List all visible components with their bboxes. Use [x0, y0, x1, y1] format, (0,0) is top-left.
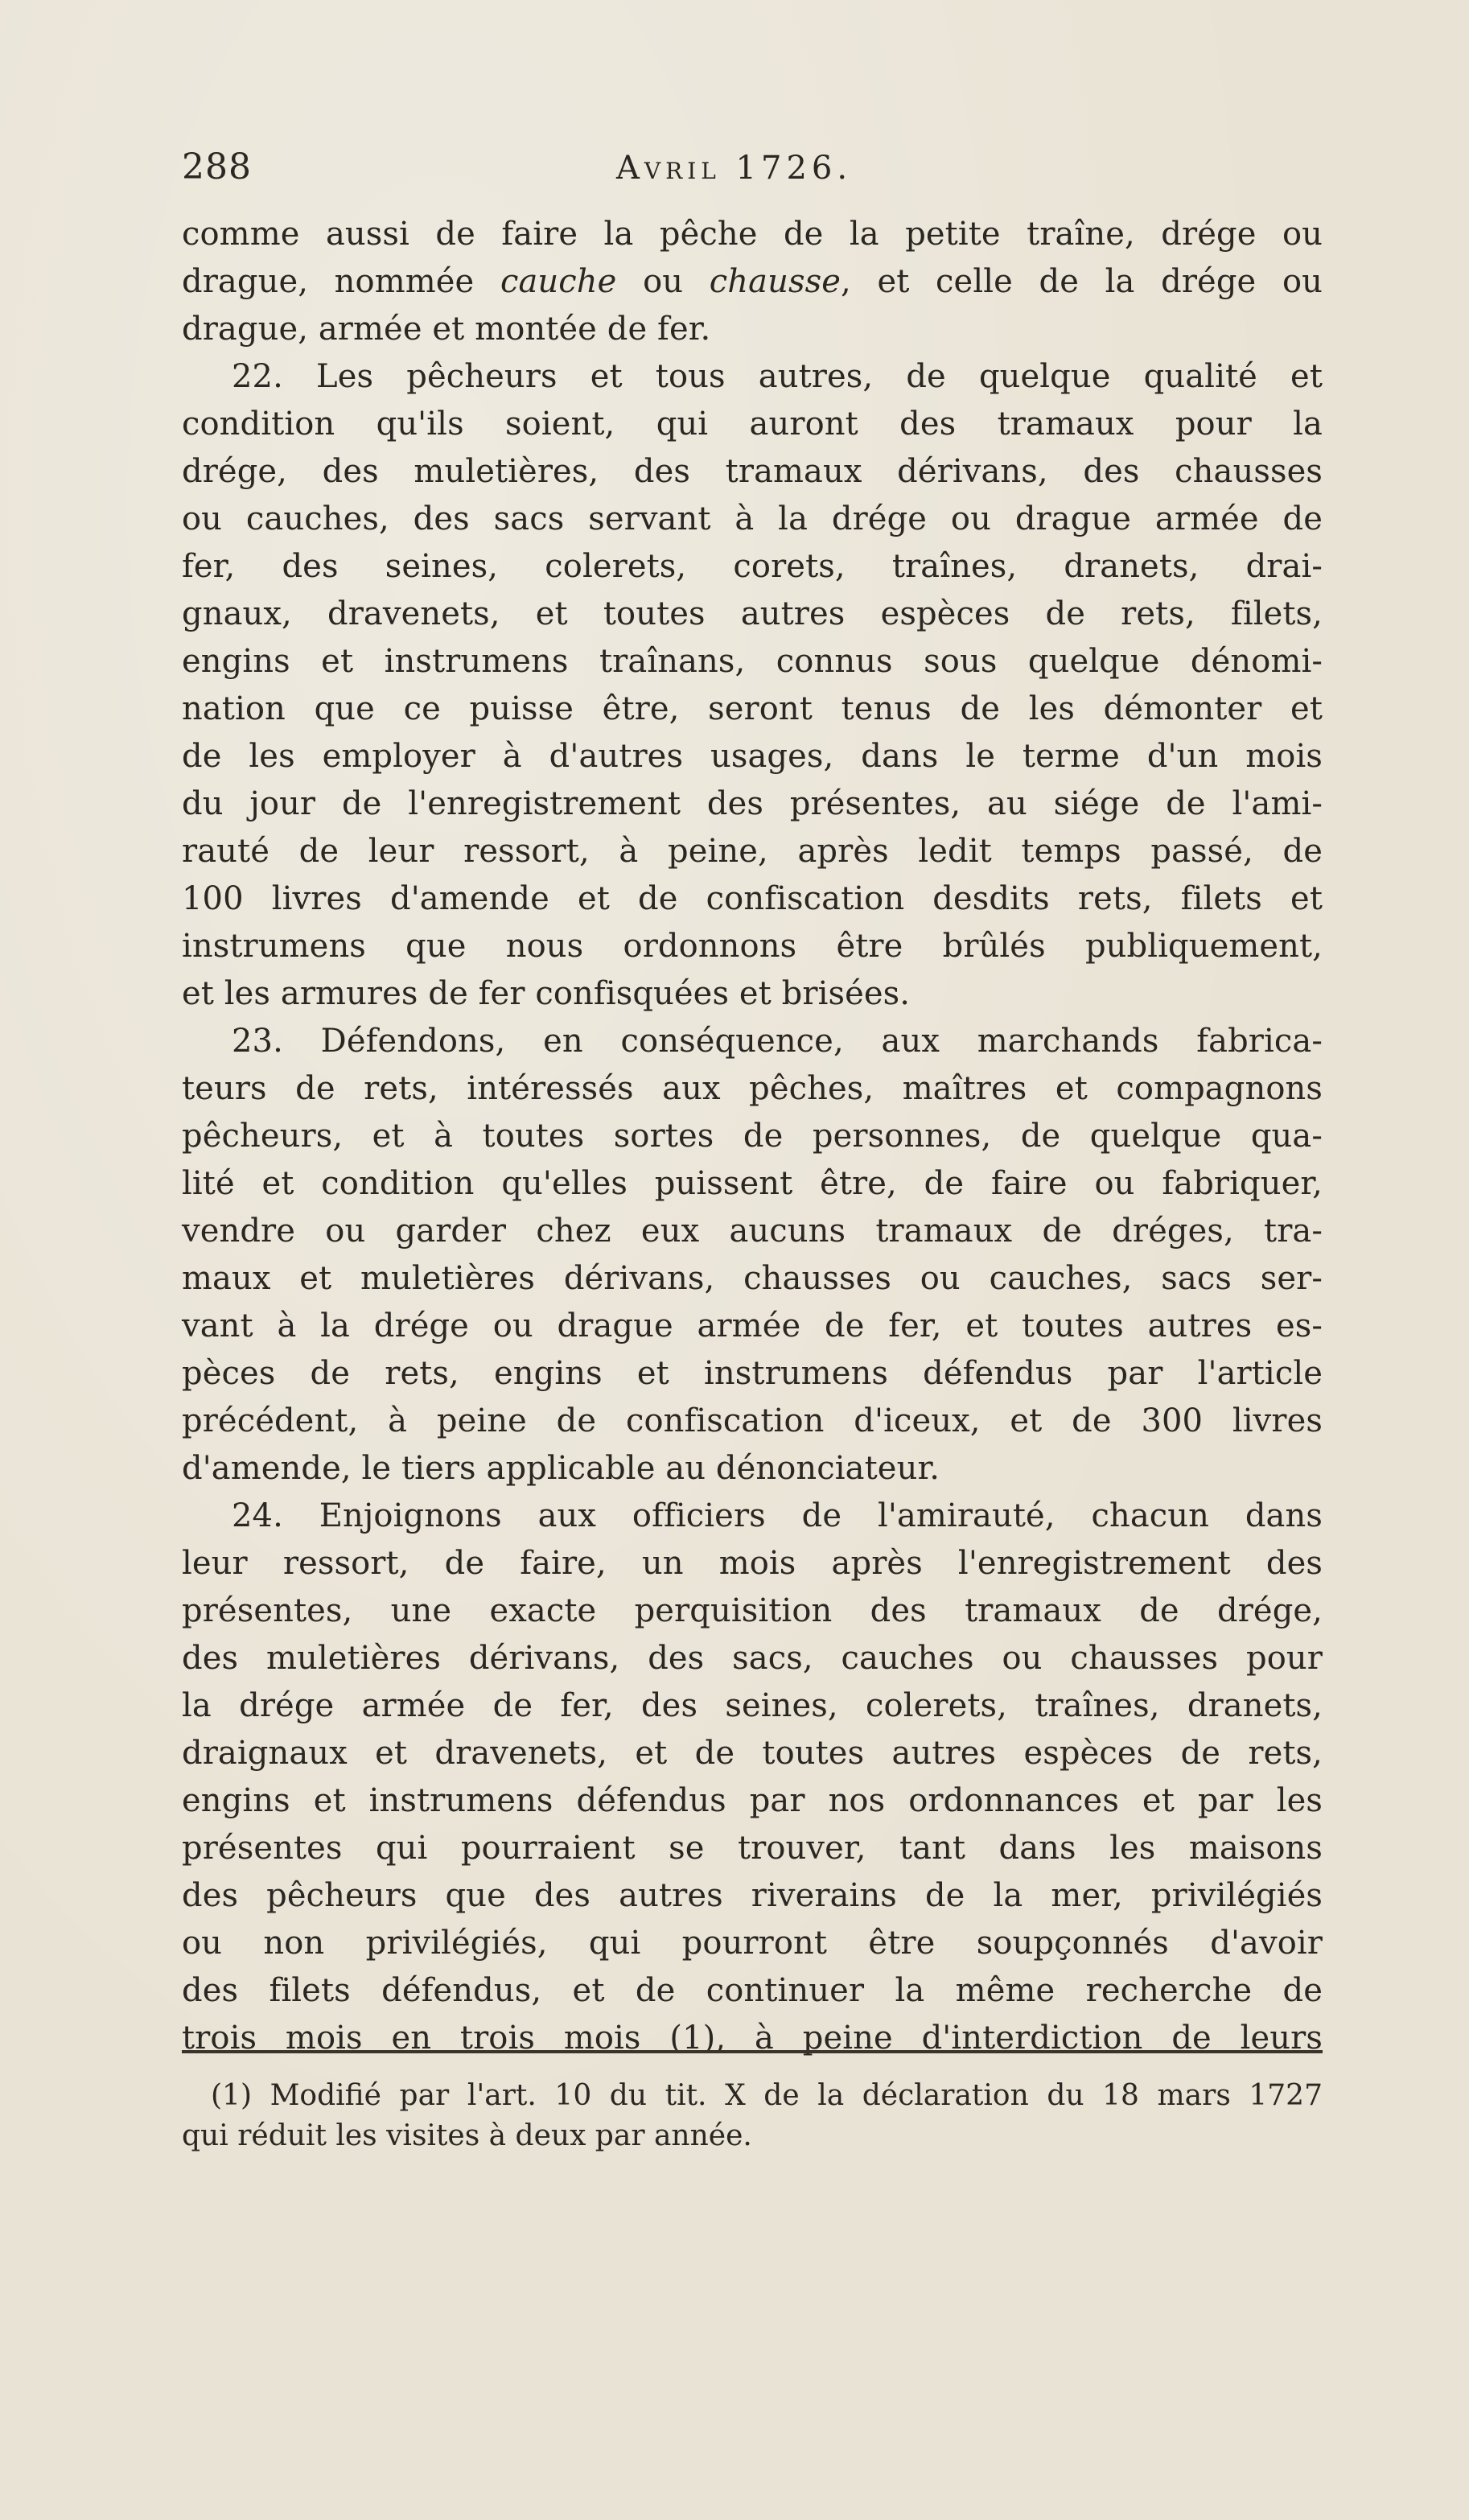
text-line: maux et muletières dérivans, chausses ou cauches, sacs ser-: [182, 1260, 1323, 1297]
text-line: leur ressort, de faire, un mois après l'enregistrement des: [182, 1545, 1323, 1582]
text-line: drége, des muletières, des tramaux dérivans, des chausses: [182, 453, 1323, 490]
running-head: Avril 1726.: [616, 150, 853, 187]
footnote-line: qui réduit les visites à deux par année.: [182, 2119, 752, 2152]
text-line: du jour de l'enregistrement des présentes, au siége de l'ami-: [182, 785, 1323, 822]
text-line: et les armures de fer confisquées et brisées.: [182, 975, 911, 1012]
text-line: présentes, une exacte perquisition des tramaux de drége,: [182, 1592, 1323, 1629]
article-24-start: 24. Enjoignons aux officiers de l'amirauté, chacun dans: [232, 1497, 1323, 1534]
text-line: nation que ce puisse être, seront tenus de les démonter et: [182, 690, 1323, 727]
text-line: précédent, à peine de confiscation d'iceux, et de 300 livres: [182, 1402, 1323, 1439]
text-line: pêcheurs, et à toutes sortes de personnes, de quelque qua-: [182, 1118, 1323, 1155]
text-line: ou non privilégiés, qui pourront être soupçonnés d'avoir: [182, 1925, 1323, 1962]
text-line: lité et condition qu'elles puissent être, de faire ou fabriquer,: [182, 1165, 1323, 1202]
text-line: des muletières dérivans, des sacs, cauches ou chausses pour: [182, 1640, 1323, 1677]
text-line: fer, des seines, colerets, corets, traînes, dranets, drai-: [182, 548, 1323, 585]
text-line: de les employer à d'autres usages, dans le terme d'un mois: [182, 738, 1323, 775]
page-header: [182, 146, 1323, 203]
footnote-line: (1) Modifié par l'art. 10 du tit. X de la déclaration du 18 mars 1727: [211, 2079, 1323, 2112]
text-line: trois mois en trois mois (1), à peine d'interdiction de leurs: [182, 2020, 1323, 2057]
text-line: gnaux, dravenets, et toutes autres espèces de rets, filets,: [182, 595, 1323, 632]
article-22-start: 22. Les pêcheurs et tous autres, de quelque qualité et: [232, 358, 1323, 395]
text-line: présentes qui pourraient se trouver, tant dans les maisons: [182, 1830, 1323, 1867]
text-line: drague, armée et montée de fer.: [182, 311, 711, 348]
text-line-with-italics: [182, 258, 1323, 306]
text-line: ou cauches, des sacs servant à la drége ou drague armée de: [182, 500, 1323, 537]
footnote: [182, 2076, 1323, 2156]
text-line: 100 livres d'amende et de confiscation desdits rets, filets et: [182, 880, 1323, 917]
text-line: condition qu'ils soient, qui auront des tramaux pour la: [182, 406, 1323, 443]
text-line: vendre ou garder chez eux aucuns tramaux de dréges, tra-: [182, 1213, 1323, 1250]
article-23-start: 23. Défendons, en conséquence, aux marchands fabrica-: [232, 1023, 1323, 1060]
page-number: 288: [182, 146, 252, 187]
footnote-rule: [182, 2050, 1323, 2053]
text-line: des filets défendus, et de continuer la même recherche de: [182, 1972, 1323, 2009]
text-line: des pêcheurs que des autres riverains de la mer, privilégiés: [182, 1877, 1323, 1914]
text-line: pèces de rets, engins et instrumens défendus par l'article: [182, 1355, 1323, 1392]
text-line: teurs de rets, intéressés aux pêches, maîtres et compagnons: [182, 1070, 1323, 1107]
text-line: rauté de leur ressort, à peine, après ledit temps passé, de: [182, 833, 1323, 870]
text-line: vant à la drége ou drague armée de fer, et toutes autres es-: [182, 1307, 1323, 1344]
italic-term: cauche: [500, 263, 617, 300]
text-line: d'amende, le tiers applicable au dénonciateur.: [182, 1450, 940, 1487]
italic-term: chausse: [709, 263, 841, 300]
text-segment: ou: [643, 263, 684, 300]
body-text: [182, 211, 1323, 2062]
text-segment: drague, nommée: [182, 263, 475, 300]
text-line: draignaux et dravenets, et de toutes autres espèces de rets,: [182, 1735, 1323, 1772]
text-line: la drége armée de fer, des seines, colerets, traînes, dranets,: [182, 1687, 1323, 1724]
text-segment: , et celle de la drége ou: [841, 263, 1323, 300]
text-line: comme aussi de faire la pêche de la petite traîne, drége ou: [182, 216, 1323, 253]
text-line: engins et instrumens traînans, connus sous quelque dénomi-: [182, 643, 1323, 680]
text-line: engins et instrumens défendus par nos ordonnances et par les: [182, 1782, 1323, 1819]
text-line: instrumens que nous ordonnons être brûlés publiquement,: [182, 928, 1323, 965]
